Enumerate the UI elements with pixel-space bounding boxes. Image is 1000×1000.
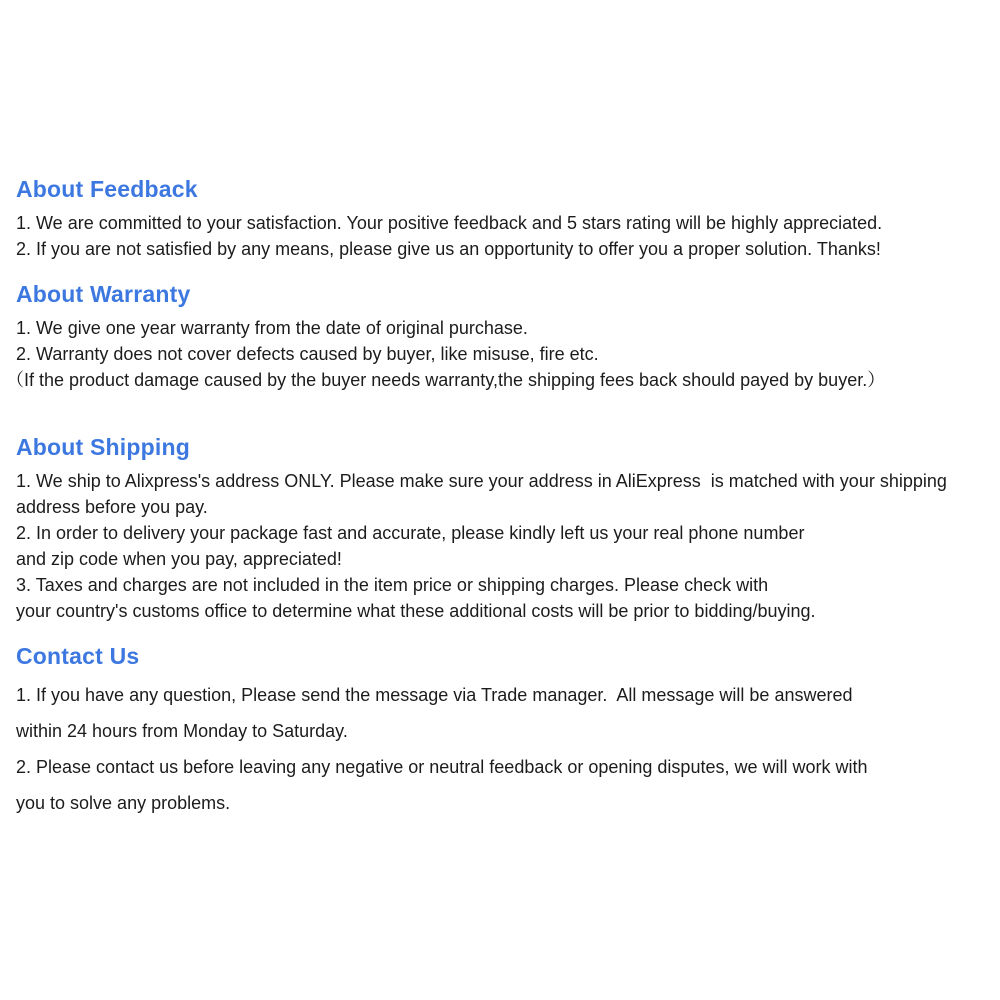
paragraph-line: your country's customs office to determine what these additional costs will be prior to bidding/buying. bbox=[16, 601, 816, 621]
section-heading-feedback: About Feedback bbox=[16, 176, 198, 202]
paragraph-line: 2. Please contact us before leaving any negative or neutral feedback or opening disputes, we will work with bbox=[16, 757, 868, 777]
section-feedback bbox=[16, 176, 986, 262]
section-contact bbox=[16, 643, 986, 821]
section-heading-warranty: About Warranty bbox=[16, 281, 191, 307]
paragraph-line: and zip code when you pay, appreciated! bbox=[16, 549, 342, 569]
section-warranty bbox=[6, 281, 986, 393]
paragraph-line: （If the product damage caused by the buyer needs warranty,the shipping fees back should payed by buyer.） bbox=[6, 370, 886, 390]
section-heading-shipping: About Shipping bbox=[16, 434, 190, 460]
paragraph-line: 1. We ship to Alixpress's address ONLY. Please make sure your address in AliExpress is matched with your shipping bbox=[16, 471, 947, 491]
section-shipping bbox=[16, 434, 986, 624]
paragraph-line: address before you pay. bbox=[16, 497, 208, 517]
paragraph-line: 2. If you are not satisfied by any means, please give us an opportunity to offer you a proper solution. Thanks! bbox=[16, 239, 881, 259]
section-heading-contact: Contact Us bbox=[16, 643, 140, 669]
paragraph-line: 1. We are committed to your satisfaction. Your positive feedback and 5 stars rating will be highly appreciated. bbox=[16, 213, 883, 233]
paragraph-line: 2. Warranty does not cover defects caused by buyer, like misuse, fire etc. bbox=[16, 344, 599, 364]
paragraph-line: you to solve any problems. bbox=[16, 793, 231, 813]
paragraph-line: within 24 hours from Monday to Saturday. bbox=[16, 721, 348, 741]
paragraph-line: 1. We give one year warranty from the date of original purchase. bbox=[16, 318, 528, 338]
paragraph-line: 2. In order to delivery your package fast and accurate, please kindly left us your real phone number bbox=[16, 523, 805, 543]
paragraph-line: 3. Taxes and charges are not included in the item price or shipping charges. Please check with bbox=[16, 575, 769, 595]
paragraph-line: 1. If you have any question, Please send the message via Trade manager. All message will be answered bbox=[16, 685, 853, 705]
